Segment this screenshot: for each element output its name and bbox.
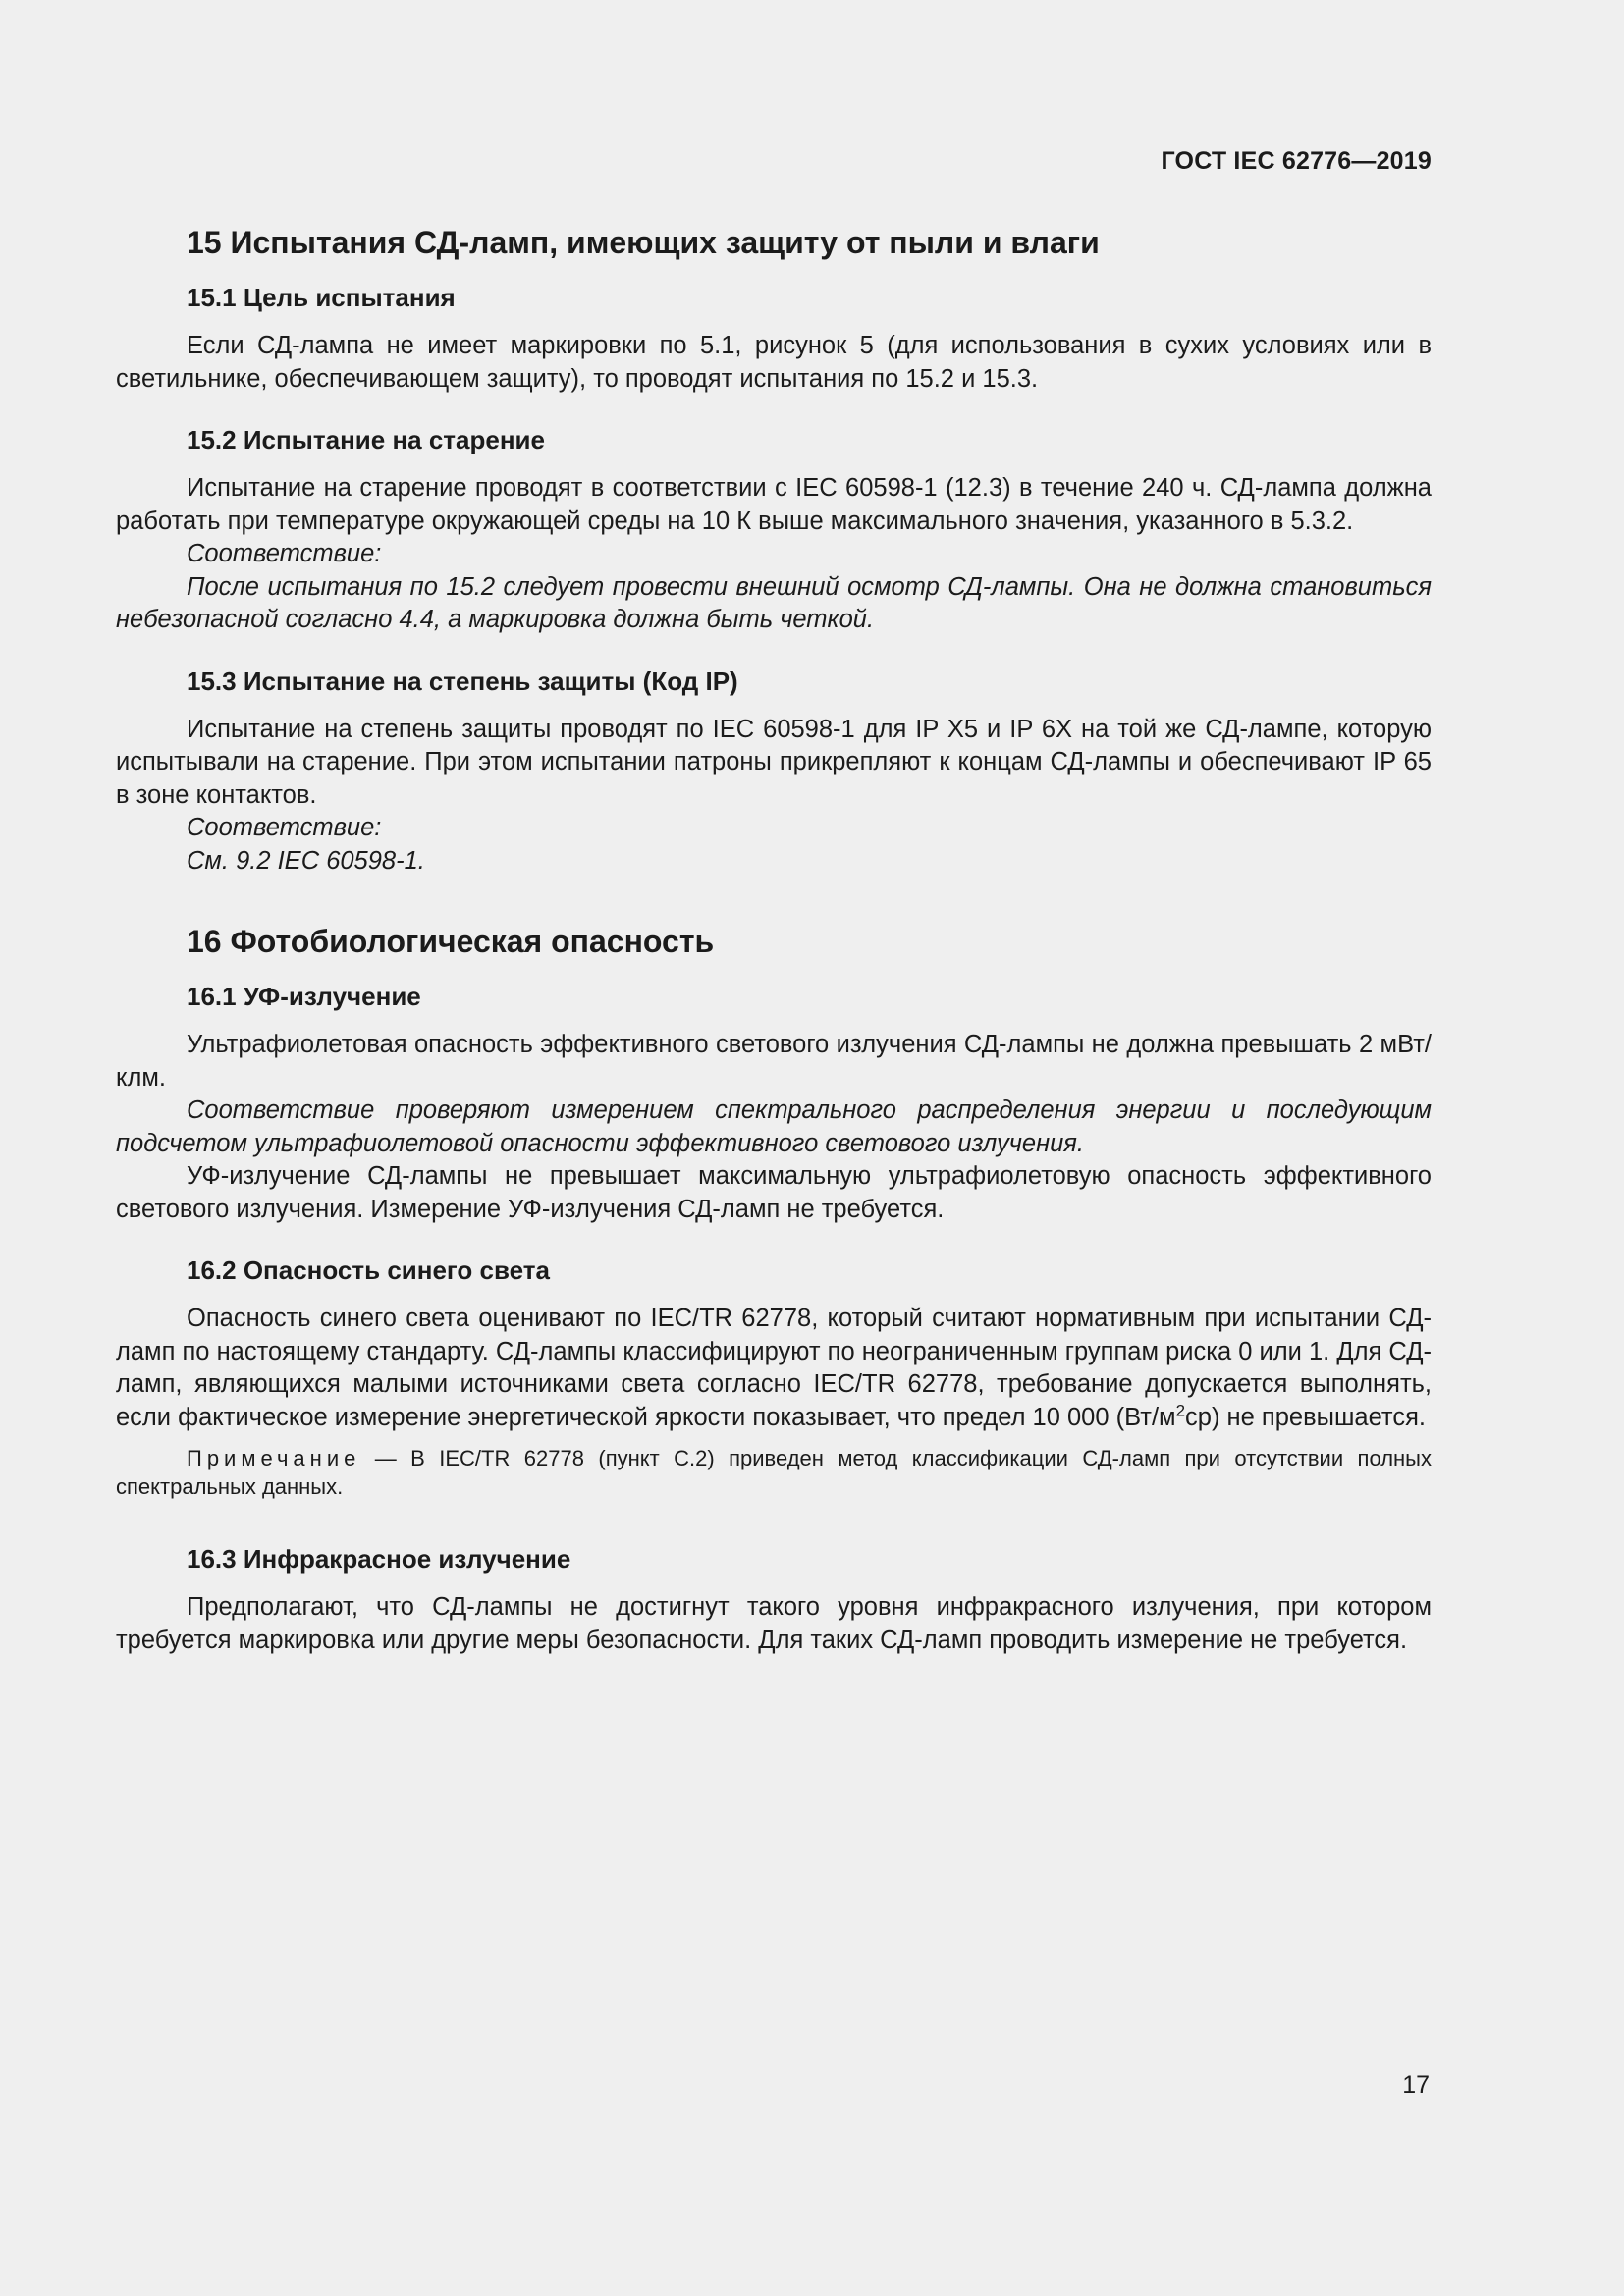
section-16-1-paragraph-2: УФ-излучение СД-лампы не превышает максимальную ультрафиолетовую опасность эффективного светового излучения. Измерение УФ-излучения СД-ламп не требуется. — [116, 1162, 1432, 1223]
section-16-3-heading: 16.3 Инфракрасное излучение — [187, 1544, 571, 1574]
section-16-2-heading: 16.2 Опасность синего света — [187, 1255, 550, 1285]
section-15-3-paragraph: Испытание на степень защиты проводят по IEC 60598-1 для IP X5 и IP 6X на той же СД-лампе, которую испытывали на старение. При этом испытании патроны прикрепляют к концам СД-лампы и обеспечивают IP 65 в зоне контактов. — [116, 715, 1432, 809]
section-15-2-heading: 15.2 Испытание на старение — [187, 425, 545, 454]
section-16-2-paragraph — [116, 1303, 1432, 1434]
section-15-3-heading: 15.3 Испытание на степень защиты (Код IP) — [187, 666, 738, 696]
page-number: 17 — [1402, 2071, 1430, 2099]
section-16-3-paragraph: Предполагают, что СД-лампы не достигнут такого уровня инфракрасного излучения, при котором требуется маркировка или другие меры безопасности. Для таких СД-ламп проводить измерение не требуется. — [116, 1593, 1432, 1654]
section-15-heading: 15 Испытания СД-ламп, имеющих защиту от пыли и влаги — [187, 225, 1100, 260]
note-paragraph — [116, 1444, 1432, 1501]
section-16-1-heading: 16.1 УФ-излучение — [187, 982, 421, 1011]
running-header: ГОСТ IEC 62776—2019 — [1161, 147, 1432, 175]
section-15-3-compliance-text: См. 9.2 IEC 60598-1. — [187, 846, 425, 875]
section-15-3-compliance-label: Соответствие: — [187, 814, 382, 841]
superscript: 2 — [1175, 1401, 1186, 1419]
section-15-2-compliance-text: После испытания по 15.2 следует провести внешний осмотр СД-лампы. Она не должна становиться небезопасной согласно 4.4, а маркировка должна быть четкой. — [116, 572, 1432, 633]
section-15-1-heading: 15.1 Цель испытания — [187, 283, 456, 312]
section-16-heading: 16 Фотобиологическая опасность — [187, 924, 715, 959]
page-content — [116, 220, 1432, 1657]
section-16-1-paragraph: Ультрафиолетовая опасность эффективного светового излучения СД-лампы не должна превышать 2 мВт/клм. — [116, 1031, 1432, 1092]
note-text: — В IEC/TR 62778 (пункт С.2) приведен метод классификации СД-ламп при отсутствии полных спектральных данных. — [116, 1446, 1432, 1499]
section-16-2-text-end: ср) не превышается. — [1185, 1403, 1426, 1431]
section-15-1-paragraph: Если СД-лампа не имеет маркировки по 5.1, рисунок 5 (для использования в сухих условиях или в светильнике, обеспечивающем защиту), то проводят испытания по 15.2 и 15.3. — [116, 332, 1432, 393]
note-label: Примечание — [187, 1446, 361, 1470]
section-15-2-compliance-label: Соответствие: — [187, 540, 382, 567]
section-16-2-text: Опасность синего света оценивают по IEC/TR 62778, который считают нормативным при испытании СД-ламп по настоящему стандарту. СД-лампы классифицируют по неограниченным группам риска 0 или 1. Для СД-ламп, являющихся малыми источниками света согласно IEC/TR 62778, требование допускается выполнять, если фактическое измерение энергетической яркости показывает, что предел 10 000 (Вт/м — [116, 1305, 1432, 1431]
section-15-2-paragraph: Испытание на старение проводят в соответствии с IEC 60598-1 (12.3) в течение 240 ч. СД-лампа должна работать при температуре окружающей среды на 10 К выше максимального значения, указанного в 5.3.2. — [116, 474, 1432, 535]
section-16-1-compliance-text: Соответствие проверяют измерением спектрального распределения энергии и последующим подсчетом ультрафиолетовой опасности эффективного светового излучения. — [116, 1096, 1432, 1157]
